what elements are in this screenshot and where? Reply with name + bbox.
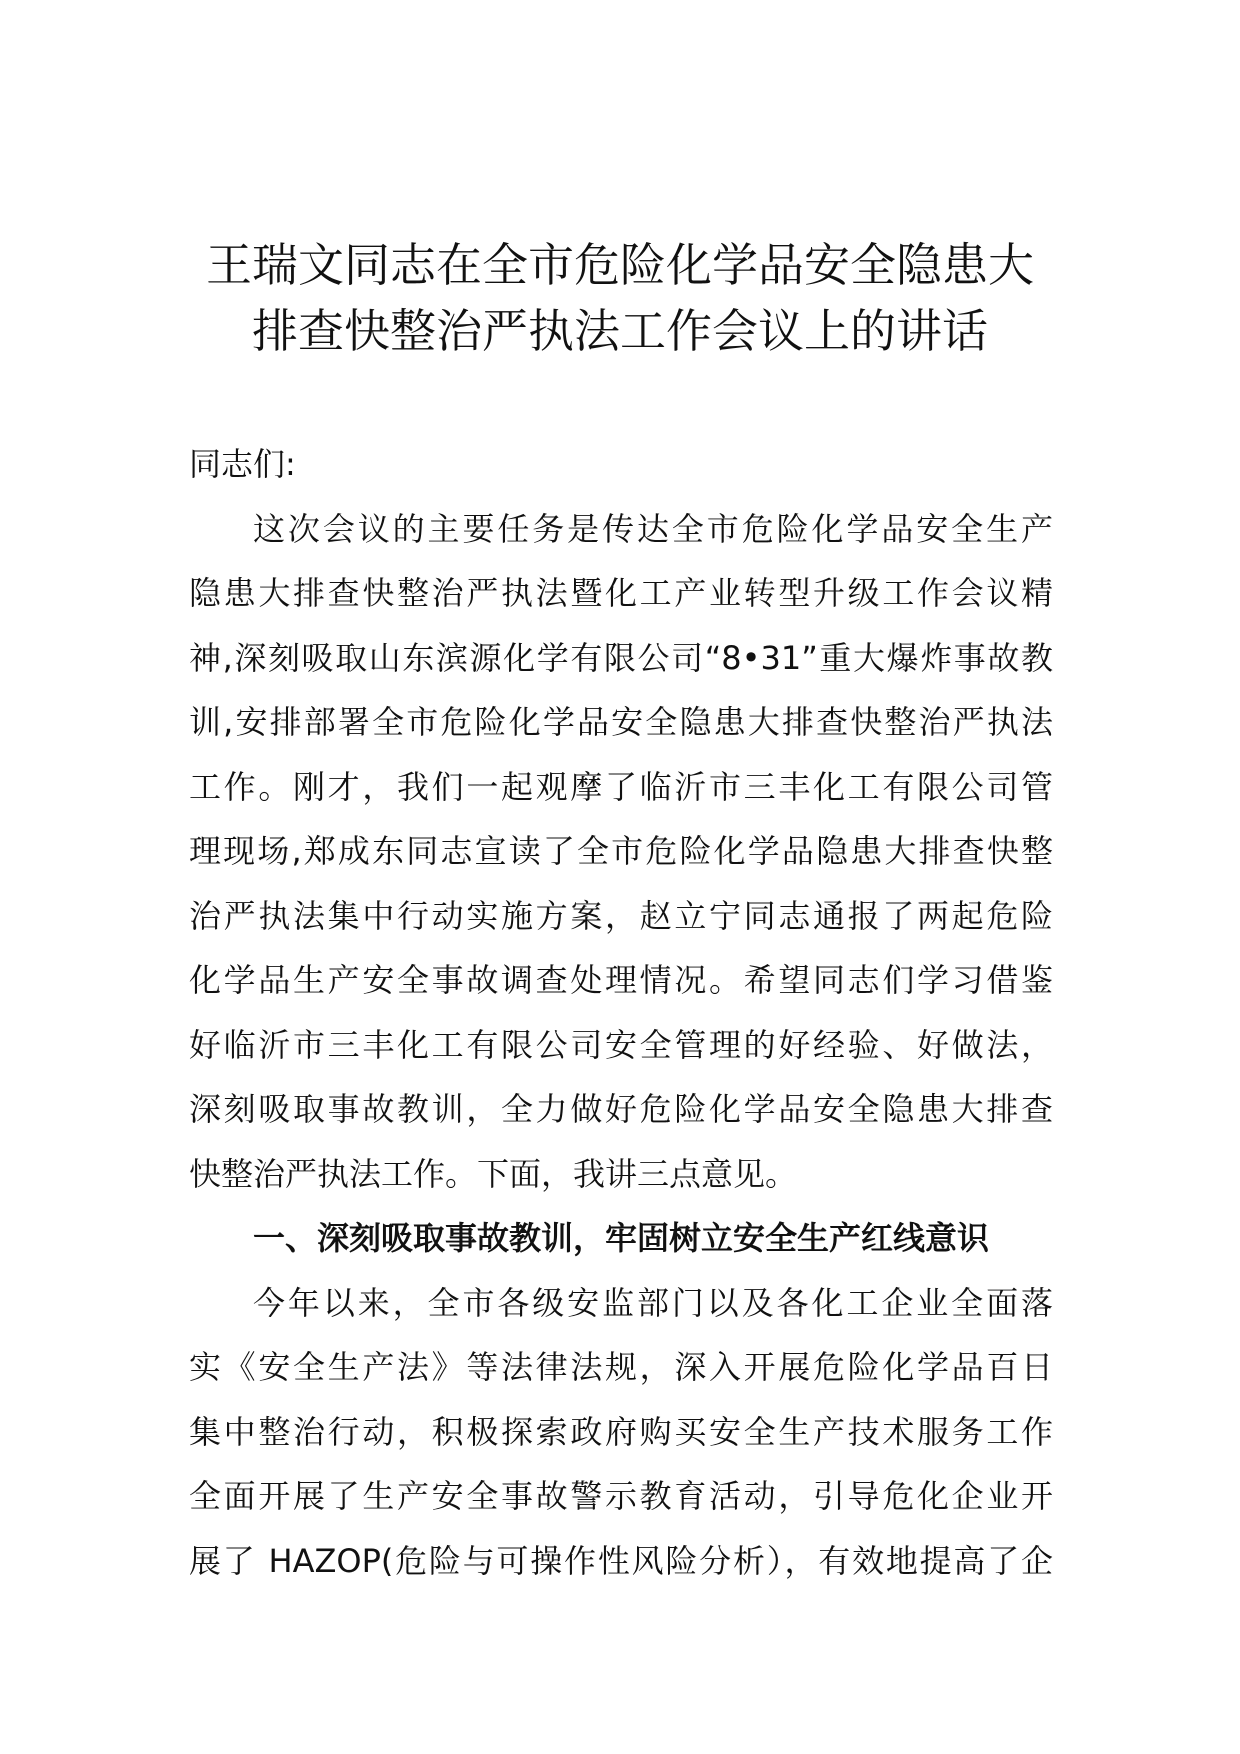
title-line-2: 排查快整治严执法工作会议上的讲话 xyxy=(252,304,988,358)
paragraph-line: 实《安全生产法》等法律法规，深入开展危险化学品百日 xyxy=(189,1348,1053,1386)
paragraph-line: 神,深刻吸取山东滨源化学有限公司“8•31”重大爆炸事故教 xyxy=(189,638,1053,677)
paragraph-line: 集中整治行动，积极探索政府购买安全生产技术服务工作 xyxy=(189,1412,1053,1451)
paragraph-line: 好临沂市三丰化工有限公司安全管理的好经验、好做法， xyxy=(189,1025,1053,1064)
paragraph-line: 化学品生产安全事故调查处理情况。希望同志们学习借鉴 xyxy=(189,961,1053,999)
paragraph-line: 全面开展了生产安全事故警示教育活动，引导危化企业开 xyxy=(189,1477,1053,1515)
title-line-1: 王瑞文同志在全市危险化学品安全隐患大 xyxy=(206,238,1034,292)
paragraph-line: 隐患大排查快整治严执法暨化工产业转型升级工作会议精 xyxy=(189,574,1053,612)
paragraph-line: 治严执法集中行动实施方案，赵立宁同志通报了两起危险 xyxy=(189,896,1053,935)
paragraph-line: 这次会议的主要任务是传达全市危险化学品安全生产 xyxy=(253,509,1053,548)
salutation: 同志们: xyxy=(189,445,296,483)
paragraph-line: 快整治严执法工作。下面，我讲三点意见。 xyxy=(189,1154,798,1193)
paragraph-line: 训,安排部署全市危险化学品安全隐患大排查快整治严执法 xyxy=(189,703,1053,741)
document-body xyxy=(189,432,1053,1593)
paragraph-1 xyxy=(189,497,1053,1207)
section-heading-1: 一、深刻吸取事故教训，牢固树立安全生产红线意识 xyxy=(253,1219,990,1257)
paragraph-line: 工作。刚才，我们一起观摩了临沂市三丰化工有限公司管 xyxy=(189,767,1053,806)
paragraph-line: 深刻吸取事故教训，全力做好危险化学品安全隐患大排查 xyxy=(189,1090,1053,1128)
document-title xyxy=(150,232,1090,364)
paragraph-2 xyxy=(189,1271,1053,1594)
paragraph-line: 展了 HAZOP(危险与可操作性风险分析），有效地提高了企 xyxy=(189,1541,1053,1580)
paragraph-line: 今年以来，全市各级安监部门以及各化工企业全面落 xyxy=(253,1283,1053,1322)
paragraph-line: 理现场,郑成东同志宣读了全市危险化学品隐患大排查快整 xyxy=(189,832,1053,870)
